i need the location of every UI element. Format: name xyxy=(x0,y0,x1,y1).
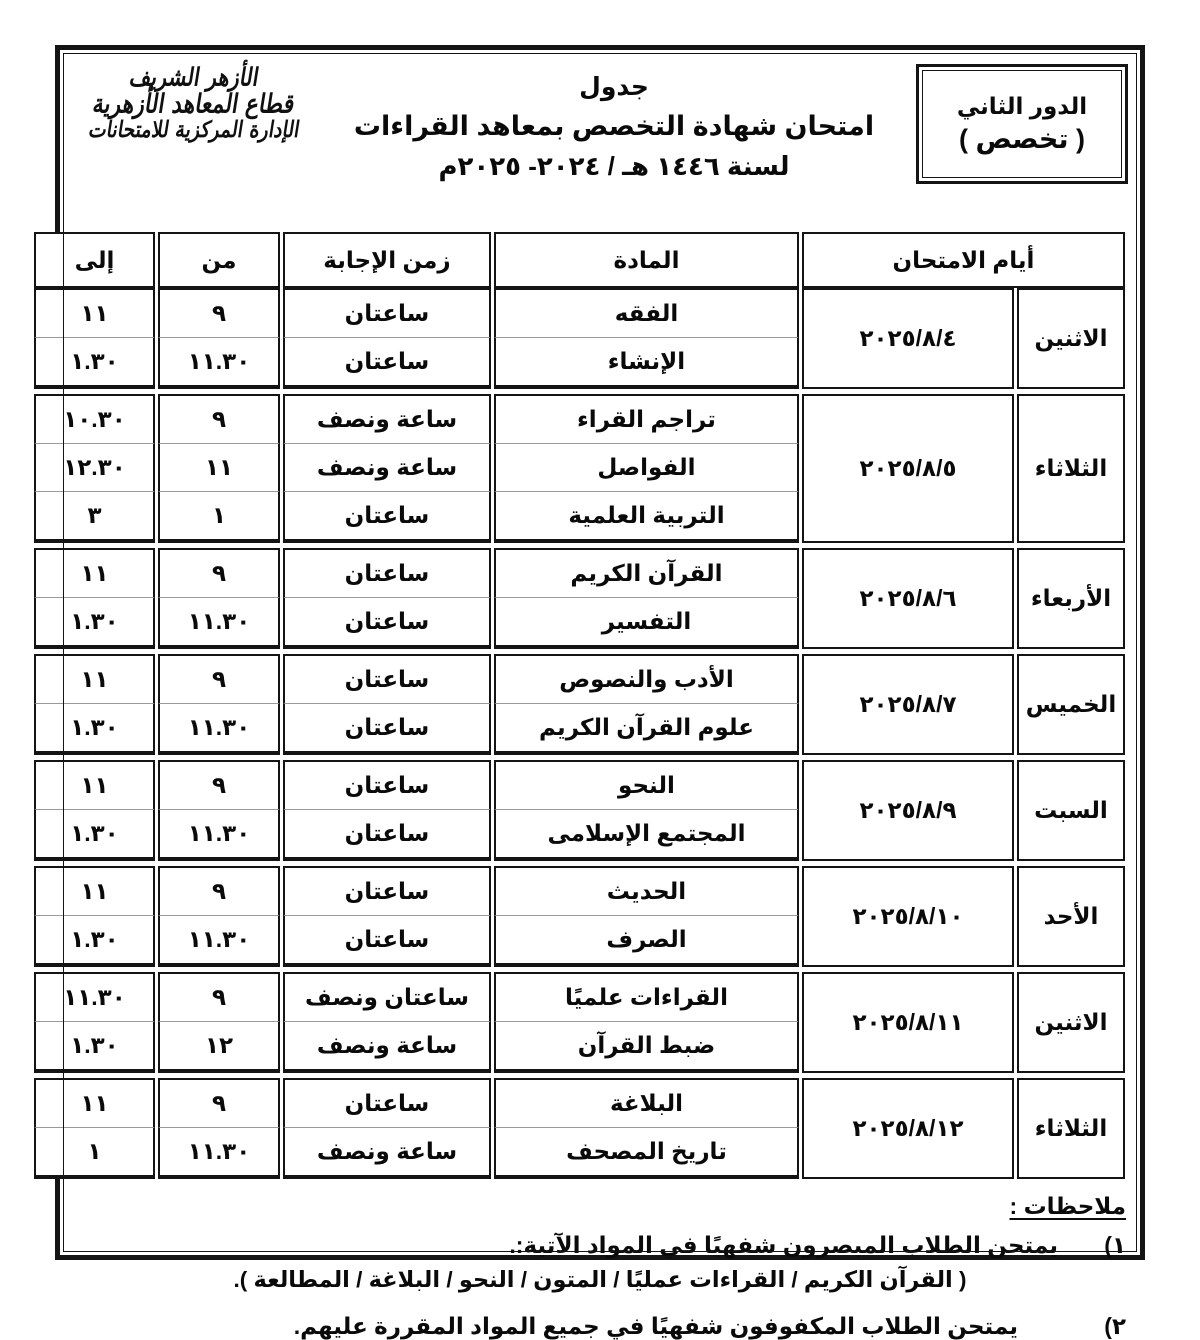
cell-time-from: ٩ xyxy=(158,866,280,916)
logo-line-1: الأزهر الشريف xyxy=(127,61,261,92)
cell-time-from: ١١.٣٠ xyxy=(158,704,280,755)
cell-day-name: الأحد xyxy=(1017,866,1125,967)
cell-time-from: ١١ xyxy=(158,444,280,492)
column-header-duration: زمن الإجابة xyxy=(283,232,491,288)
cell-day-name: الأربعاء xyxy=(1017,548,1125,649)
document-frame xyxy=(55,45,1145,1339)
cell-subject: الأدب والنصوص xyxy=(494,654,799,704)
cell-duration: ساعتان xyxy=(283,288,491,338)
exam-round-label: الدور الثاني xyxy=(956,93,1088,119)
cell-duration: ساعتان xyxy=(283,704,491,755)
cell-time-from: ١١.٣٠ xyxy=(158,598,280,649)
cell-time-to: ٣ xyxy=(34,492,155,543)
cell-exam-date: ٢٠٢٥/٨/٦ xyxy=(802,548,1014,649)
cell-time-to: ١.٣٠ xyxy=(34,916,155,967)
cell-subject: تاريخ المصحف xyxy=(494,1128,799,1179)
cell-time-from: ١١.٣٠ xyxy=(158,1128,280,1179)
cell-subject: الحديث xyxy=(494,866,799,916)
cell-time-from: ٩ xyxy=(158,288,280,338)
cell-duration: ساعة ونصف xyxy=(283,1128,491,1179)
cell-duration: ساعتان xyxy=(283,810,491,861)
cell-time-to: ١ xyxy=(34,1128,155,1179)
cell-exam-date: ٢٠٢٥/٨/١٢ xyxy=(802,1078,1014,1179)
cell-subject: المجتمع الإسلامى xyxy=(494,810,799,861)
cell-time-to: ١١ xyxy=(34,760,155,810)
cell-day-name: الثلاثاء xyxy=(1017,1078,1125,1179)
cell-exam-date: ٢٠٢٥/٨/٤ xyxy=(802,288,1014,389)
cell-time-from: ١١.٣٠ xyxy=(158,916,280,967)
column-header-exam-days: أيام الامتحان xyxy=(802,232,1125,288)
cell-subject: الفقه xyxy=(494,288,799,338)
exam-track-label: ( تخصص ) xyxy=(958,124,1086,154)
cell-time-from: ٩ xyxy=(158,1078,280,1128)
cell-duration: ساعتان ونصف xyxy=(283,972,491,1022)
cell-time-to: ١١ xyxy=(34,288,155,338)
cell-time-from: ٩ xyxy=(158,654,280,704)
cell-time-from: ٩ xyxy=(158,760,280,810)
cell-day-name: الخميس xyxy=(1017,654,1125,755)
title-line-2: امتحان شهادة التخصص بمعاهد القراءات xyxy=(353,111,875,141)
cell-time-from: ١٢ xyxy=(158,1022,280,1073)
cell-time-to: ١.٣٠ xyxy=(34,810,155,861)
cell-time-from: ١ xyxy=(158,492,280,543)
cell-time-to: ١.٣٠ xyxy=(34,598,155,649)
cell-day-name: السبت xyxy=(1017,760,1125,861)
cell-day-name: الاثنين xyxy=(1017,288,1125,389)
page-title xyxy=(328,50,900,232)
cell-duration: ساعتان xyxy=(283,492,491,543)
cell-time-from: ٩ xyxy=(158,972,280,1022)
cell-subject: البلاغة xyxy=(494,1078,799,1128)
cell-exam-date: ٢٠٢٥/٨/١٠ xyxy=(802,866,1014,967)
cell-subject: علوم القرآن الكريم xyxy=(494,704,799,755)
cell-duration: ساعة ونصف xyxy=(283,394,491,444)
cell-duration: ساعتان xyxy=(283,654,491,704)
note-number: ٢) xyxy=(1104,1313,1126,1339)
notes-heading: ملاحظات : xyxy=(1009,1193,1126,1219)
cell-subject: النحو xyxy=(494,760,799,810)
cell-duration: ساعتان xyxy=(283,1078,491,1128)
exam-round-box xyxy=(916,64,1128,184)
cell-time-to: ١١ xyxy=(34,1078,155,1128)
cell-time-to: ١٢.٣٠ xyxy=(34,444,155,492)
cell-subject: تراجم القراء xyxy=(494,394,799,444)
title-line-1: جدول xyxy=(579,73,649,101)
cell-duration: ساعة ونصف xyxy=(283,444,491,492)
cell-time-to: ١١ xyxy=(34,866,155,916)
logo-line-2: قطاع المعاهد الأزهرية xyxy=(90,88,298,120)
cell-subject: ضبط القرآن xyxy=(494,1022,799,1073)
cell-duration: ساعتان xyxy=(283,598,491,649)
cell-time-to: ١١ xyxy=(34,654,155,704)
logo-line-3: الإدارة المركزية للامتحانات xyxy=(86,117,302,143)
cell-duration: ساعة ونصف xyxy=(283,1022,491,1073)
cell-subject: الفواصل xyxy=(494,444,799,492)
cell-subject: القرآن الكريم xyxy=(494,548,799,598)
cell-time-from: ٩ xyxy=(158,548,280,598)
cell-day-name: الاثنين xyxy=(1017,972,1125,1073)
title-line-3: لسنة ١٤٤٦ هـ / ٢٠٢٤- ٢٠٢٥م xyxy=(438,151,790,181)
note-number: ١) xyxy=(1104,1232,1126,1258)
note-body xyxy=(74,1313,1080,1340)
column-header-from: من xyxy=(158,232,280,288)
note-text: يمتحن الطلاب المكفوفون شفهيًا في جميع المواد المقررة عليهم. xyxy=(293,1313,1018,1339)
cell-subject: التربية العلمية xyxy=(494,492,799,543)
cell-subject: الإنشاء xyxy=(494,338,799,389)
al-azhar-logo xyxy=(60,50,328,232)
cell-duration: ساعتان xyxy=(283,916,491,967)
cell-time-to: ١١.٣٠ xyxy=(34,972,155,1022)
note-item xyxy=(74,1313,1126,1340)
cell-time-to: ١١ xyxy=(34,548,155,598)
cell-duration: ساعتان xyxy=(283,548,491,598)
cell-duration: ساعتان xyxy=(283,866,491,916)
cell-exam-date: ٢٠٢٥/٨/٧ xyxy=(802,654,1014,755)
cell-time-to: ١.٣٠ xyxy=(34,704,155,755)
cell-day-name: الثلاثاء xyxy=(1017,394,1125,543)
document-header xyxy=(60,50,1140,232)
cell-time-to: ١٠.٣٠ xyxy=(34,394,155,444)
note-subject-list: ( القرآن الكريم / القراءات عمليًا / المتون / النحو / البلاغة / المطالعة ). xyxy=(233,1267,967,1292)
exam-round-box-inner xyxy=(922,70,1122,178)
document-inner-border xyxy=(63,53,1137,1252)
cell-exam-date: ٢٠٢٥/٨/١١ xyxy=(802,972,1014,1073)
cell-time-from: ١١.٣٠ xyxy=(158,810,280,861)
column-header-subject: المادة xyxy=(494,232,799,288)
cell-exam-date: ٢٠٢٥/٨/٥ xyxy=(802,394,1014,543)
cell-time-from: ٩ xyxy=(158,394,280,444)
cell-duration: ساعتان xyxy=(283,760,491,810)
cell-time-to: ١.٣٠ xyxy=(34,1022,155,1073)
cell-exam-date: ٢٠٢٥/٨/٩ xyxy=(802,760,1014,861)
column-header-to: إلى xyxy=(34,232,155,288)
cell-duration: ساعتان xyxy=(283,338,491,389)
cell-subject: القراءات علميًا xyxy=(494,972,799,1022)
cell-time-to: ١.٣٠ xyxy=(34,338,155,389)
cell-subject: التفسير xyxy=(494,598,799,649)
note-text: يمتحن الطلاب المبصرون شفهيًا في المواد الآتية:. xyxy=(509,1232,1058,1258)
cell-time-from: ١١.٣٠ xyxy=(158,338,280,389)
cell-subject: الصرف xyxy=(494,916,799,967)
